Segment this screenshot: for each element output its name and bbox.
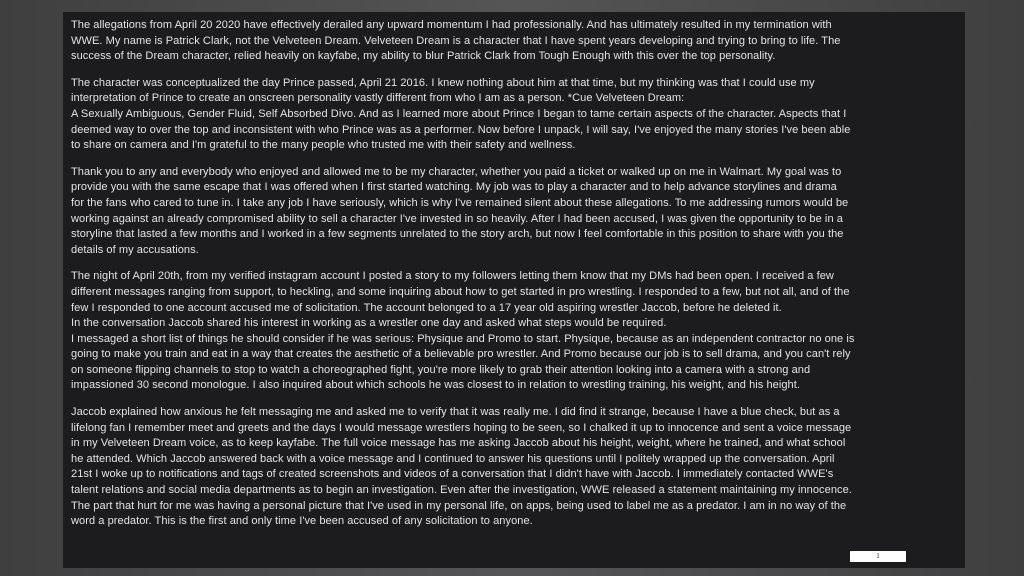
text-line: word a predator. This is the first and only time I've been accused of any solicitation to anyone.: [71, 515, 533, 528]
text-line: working against an already compromised ability to sell a character I've invested in so heavily. After I had been accused, I was given the opportunity to be in a: [71, 212, 843, 225]
text-line: details of my accusations.: [71, 243, 199, 256]
text-line: The allegations from April 20 2020 have effectively derailed any upward momentum I had professionally. And has ultimately resulted in my termination with: [71, 19, 832, 31]
text-line: The night of April 20th, from my verified instagram account I posted a story to my followers letting them know that my DMs had been open. I received a few: [71, 270, 834, 283]
text-line: WWE. My name is Patrick Clark, not the Velveteen Dream. Velveteen Dream is a character that I have spent years developing and trying to bring to life. The: [71, 34, 841, 47]
text-line: deemed way to over the top and inconsistent with who Prince was as a performer. Now before I unpack, I will say, I've enjoyed the many stories I've been able: [71, 123, 851, 136]
text-line: storyline that lasted a few months and I worked in a few segments unrelated to the story arch, but now I feel comfortable in this position to share with you the: [71, 228, 844, 241]
text-line: going to make you train and eat in a way that creates the aesthetic of a believable pro wrestler. And Promo because our job is to sell drama, and you can't rely: [71, 348, 851, 361]
text-line: different messages ranging from support, to heckling, and some inquiring about how to get started in pro wrestling. I responded to a few, but not all, and of the: [71, 285, 850, 298]
page-number: 1: [850, 551, 906, 562]
text-line: success of the Dream character, relied heavily on kayfabe, my ability to blur Patrick Clark from Tough Enough with this over the top personality.: [71, 50, 776, 63]
text-line: talent relations and social media departments as to begin an investigation. Even after the investigation, WWE released a statement maintaining my innocence.: [71, 484, 852, 497]
document-page: [63, 12, 965, 568]
document-body: [71, 18, 957, 530]
paragraph: [71, 76, 957, 154]
text-line: on someone flipping channels to stop to watch a choreographed fight, you're more likely to grab their attention looking into a camera with a strong and: [71, 363, 811, 376]
paragraph: [71, 18, 957, 65]
text-line: I messaged a short list of things he should consider if he was serious: Physique and Promo to start. Physique, because as an independent contractor no one is: [71, 332, 855, 345]
text-line: for the fans who cared to tune in. I take any job I have seriously, which is why I've remained silent about these allegations. To me addressing rumors would be: [71, 196, 849, 209]
text-line: to share on camera and I'm grateful to the many people who trusted me with their safety and wellness.: [71, 139, 576, 152]
text-line: he attended. Which Jaccob answered back with a voice message and I continued to answer his questions until I politely wrapped up the conversation. April: [71, 452, 835, 465]
text-line: The part that hurt for me was having a personal picture that I've used in my personal life, on apps, being used to label me as a predator. I am in no way of the: [71, 499, 847, 512]
text-line: In the conversation Jaccob shared his interest in working as a wrestler one day and asked what steps would be required.: [71, 317, 667, 330]
text-line: provide you with the same escape that I was offered when I first started watching. My job was to play a character and to help advance storylines and drama: [71, 181, 837, 194]
text-line: Jaccob explained how anxious he felt messaging me and asked me to verify that it was really me. I did find it strange, because I have a blue check, but as a: [71, 406, 840, 419]
text-line: in my Velveteen Dream voice, as to keep kayfabe. The full voice message has me asking Jaccob about his height, weight, where he trained, and what school: [71, 437, 846, 450]
text-line: The character was conceptualized the day Prince passed, April 21 2016. I knew nothing about him at that time, but my thinking was that I could use my: [71, 76, 815, 89]
paragraph: [71, 165, 957, 259]
text-line: A Sexually Ambiguous, Gender Fluid, Self Absorbed Divo. And as I learned more about Prince I began to tame certain aspects of the character. Aspects that I: [71, 107, 847, 120]
text-line: lifelong fan I remember meet and greets and the days I would message wrestlers hoping to be seen, so I chalked it up to innocence and sent a voice message: [71, 421, 852, 434]
paragraph: [71, 269, 957, 394]
text-line: interpretation of Prince to create an onscreen personality vastly different from who I am as a person. *Cue Velveteen Dream:: [71, 92, 685, 105]
text-line: Thank you to any and everybody who enjoyed and allowed me to be my character, whether you paid a ticket or walked up on me in Walmart. My goal was to: [71, 165, 842, 178]
text-line: few I responded to one account accused me of solicitation. The account belonged to a 17 year old aspiring wrestler Jaccob, before he deleted it.: [71, 301, 782, 314]
text-line: impassioned 30 second monologue. I also inquired about which schools he was closest to in relation to wrestling training, his weight, and his height.: [71, 379, 800, 392]
text-line: 21st I woke up to notifications and tags of created screenshots and videos of a conversation that I didn't have with Jaccob. I immediately contacted WWE's: [71, 468, 834, 481]
paragraph: [71, 405, 957, 530]
